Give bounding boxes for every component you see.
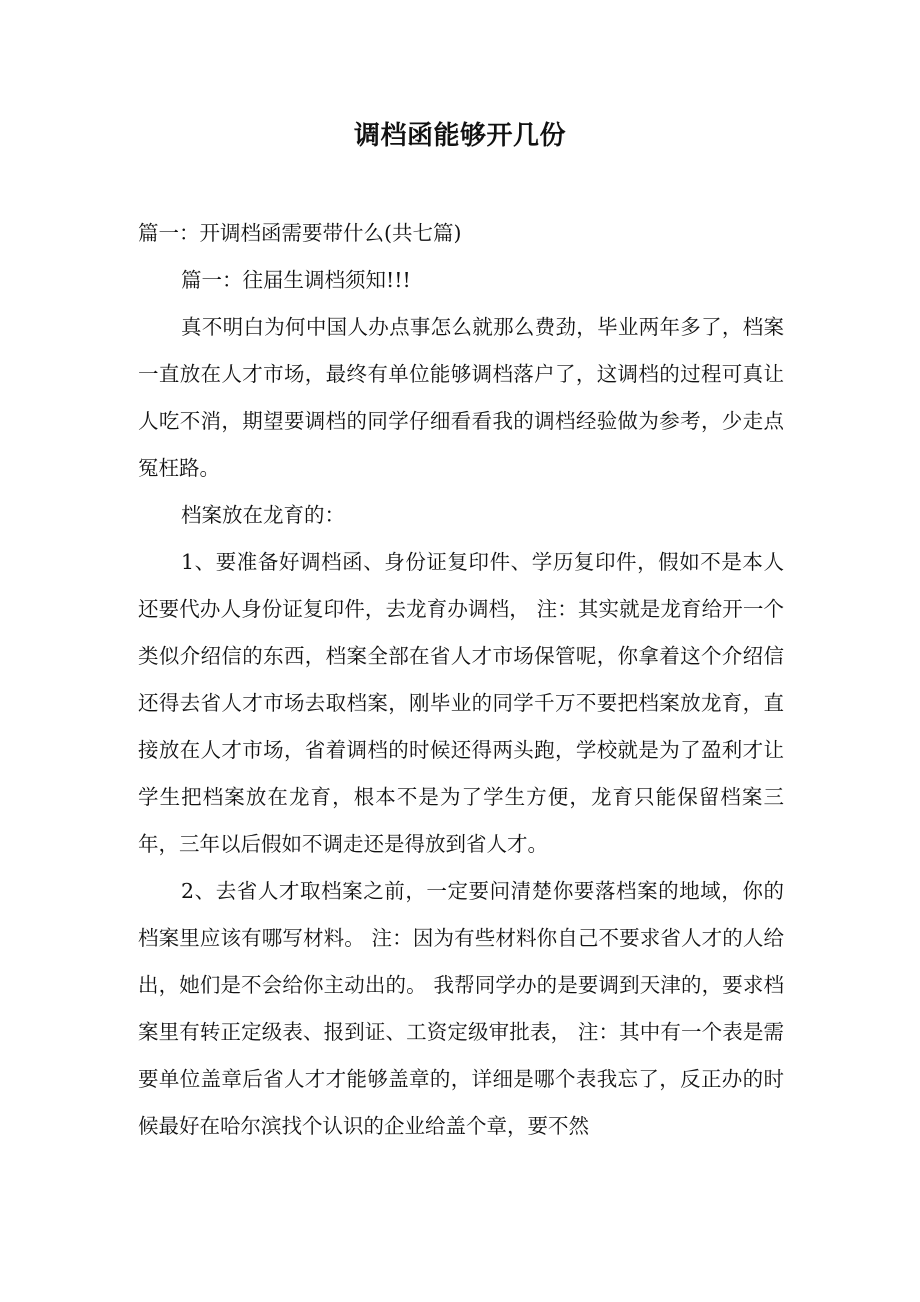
subsection-heading: 篇一：往届生调档须知!!!	[181, 268, 411, 292]
body-paragraph: 真不明白为何中国人办点事怎么就那么费劲，毕业两年多了，档案一直放在人才市场，最终有单位能够调档落户了，这调档的过程可真让人吃不消，期望要调档的同学仔细看看我的调档经验做为参考，少走点冤枉路。	[138, 315, 784, 480]
body-paragraph: 1、要准备好调档函、身份证复印件、学历复印件，假如不是本人还要代办人身份证复印件，去龙育办调档， 注：其实就是龙育给开一个类似介绍信的东西，档案全部在省人才市场保管呢，你拿着这个介绍信还得去省人才市场去取档案，刚毕业的同学千万不要把档案放龙育，直接放在人才市场，省着调档的时候还得两头跑，学校就是为了盈利才让学生把档案放在龙育，根本不是为了学生方便，龙育只能保留档案三年，三年以后假如不调走还是得放到省人才。	[138, 550, 784, 856]
body-paragraph: 档案放在龙育的：	[181, 503, 346, 527]
section-heading: 篇一：开调档函需要带什么(共七篇)	[138, 221, 462, 245]
document-body	[138, 210, 784, 1150]
body-paragraph: 2、去省人才取档案之前，一定要问清楚你要落档案的地域，你的档案里应该有哪写材料。 注：因为有些材料你自己不要求省人才的人给出，她们是不会给你主动出的。 我帮同学办的是要调到天津的，要求档案里有转正定级表、报到证、工资定级审批表， 注：其中有一个表是需要单位盖章后省人才才能够盖章的，详细是哪个表我忘了，反正办的时候最好在哈尔滨找个认识的企业给盖个章，要不然	[138, 879, 784, 1138]
document-title: 调档函能够开几份	[353, 121, 566, 151]
